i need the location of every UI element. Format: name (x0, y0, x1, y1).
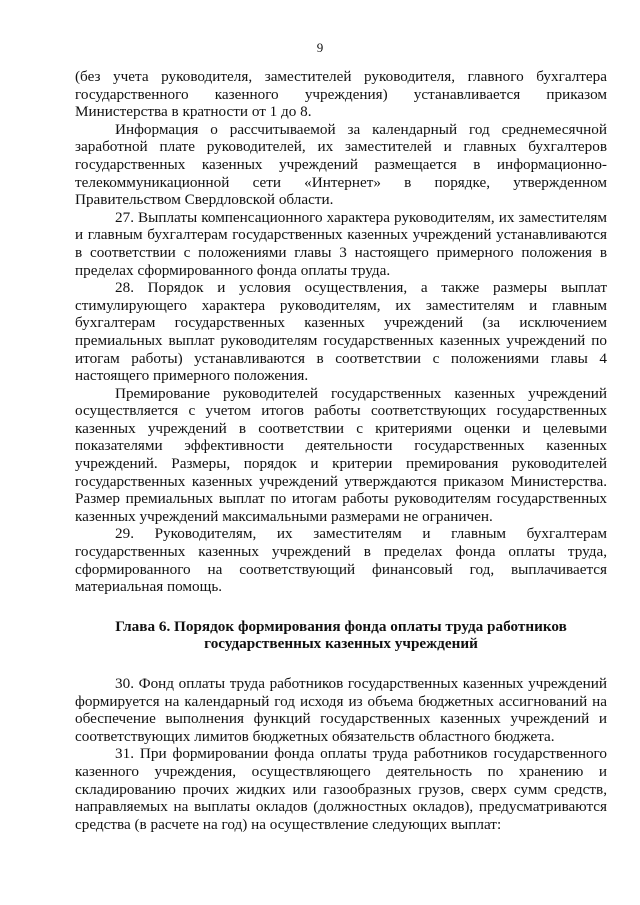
document-body (75, 68, 607, 833)
paragraph-bonus: Премирование руководителей государственных казенных учреждений осуществляется с учетом итогов работы соответствующих государственных казенных учреждений в соответствии с критериями оценки и целевыми показателями эффективности деятельности государственных казенных учреждений. Размеры, порядок и критерии премирования руководителей государственных казенных учреждений утверждаются приказом Министерства. Размер премиальных выплат по итогам работы руководителям государственных казенных учреждений максимальными размерами не ограничен. (75, 384, 607, 525)
paragraph-28: 28. Порядок и условия осуществления, а также размеры выплат стимулирующего характера руководителям, их заместителям и главным бухгалтерам государственных казенных учреждений (за исключением премиальных выплат руководителям государственных казенных учреждений по итогам работы) устанавливаются в соответствии с положениями главы 4 настоящего примерного положения. (75, 279, 607, 385)
paragraph-31: 31. При формировании фонда оплаты труда работников государственного казенного учреждения, осуществляющего деятельность по хранению и складированию прочих жидких или газообразных грузов, сверх сумм средств, направляемых на выплаты окладов (должностных окладов), предусматриваются средства (в расчете на год) на осуществление следующих выплат: (75, 745, 607, 833)
paragraph-30: 30. Фонд оплаты труда работников государственных казенных учреждений формируется на календарный год исходя из объема бюджетных ассигнований на обеспечение выполнения функций государственных казенных учреждений и соответствующих лимитов бюджетных обязательств областного бюджета. (75, 675, 607, 745)
paragraph-29: 29. Руководителям, их заместителям и главным бухгалтерам государственных казенных учреждений в пределах фонда оплаты труда, сформированного на соответствующий финансовый год, выплачивается материальная помощь. (75, 525, 607, 596)
paragraph-salary-ratio: (без учета руководителя, заместителей руководителя, главного бухгалтера государственного казенного учреждения) устанавливается приказом Министерства в кратности от 1 до 8. (75, 68, 607, 121)
paragraph-27: 27. Выплаты компенсационного характера руководителям, их заместителям и главным бухгалтерам государственных казенных учреждений устанавливаются в соответствии с положениями главы 3 настоящего примерного положения в пределах сформированного фонда оплаты труда. (75, 208, 607, 279)
page-number: 9 (316, 40, 324, 55)
chapter-title-line-2: государственных казенных учреждений (204, 635, 478, 653)
paragraph-salary-info: Информация о рассчитываемой за календарный год среднемесячной заработной плате руководителей, их заместителей и главных бухгалтеров государственных казенных учреждений размещается в информационно-телекоммуникационной сети «Интернет» в порядке, утвержденном Правительством Свердловской области. (75, 120, 607, 209)
chapter-title (75, 618, 607, 653)
chapter-title-line-1: Глава 6. Порядок формирования фонда оплаты труда работников (115, 617, 567, 635)
